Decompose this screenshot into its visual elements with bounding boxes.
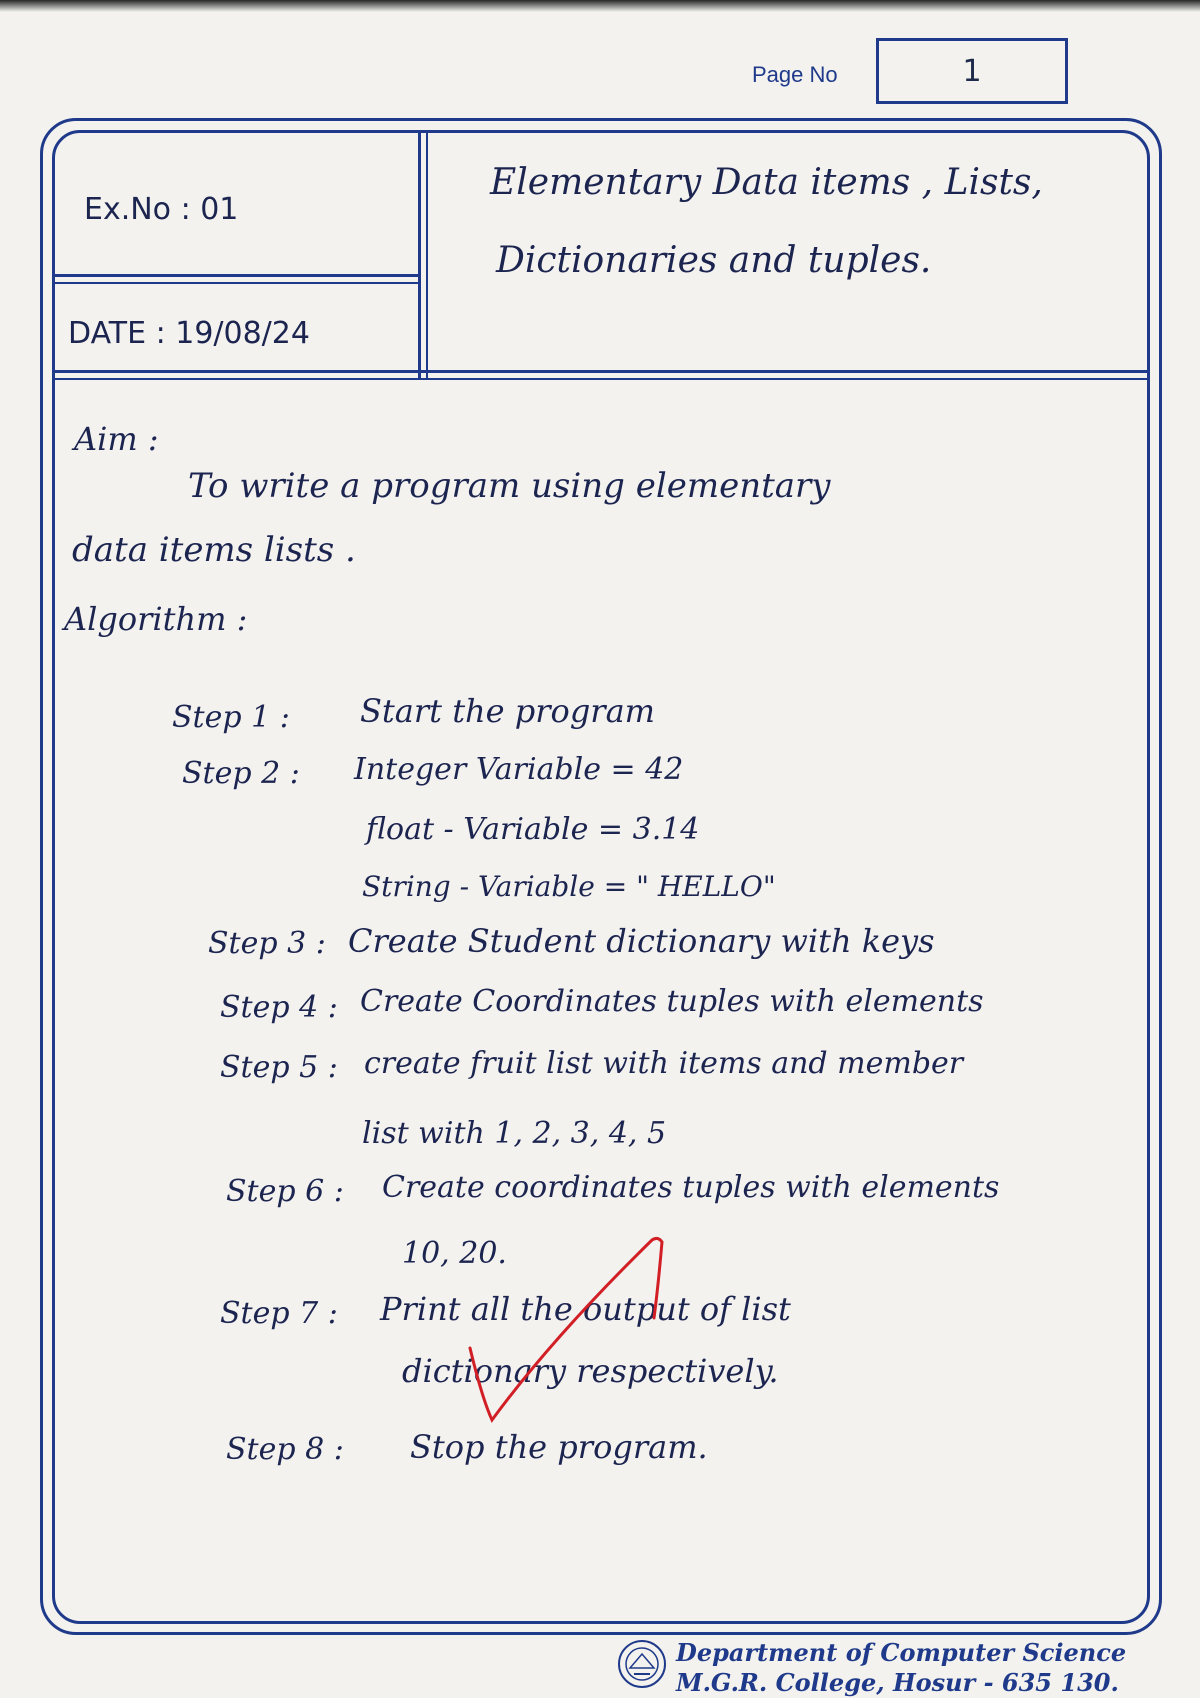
page-no-value: 1 bbox=[962, 53, 982, 89]
step-text: Print all the output of list bbox=[380, 1290, 791, 1328]
step-text: float - Variable = 3.14 bbox=[366, 812, 700, 847]
step-text: create fruit list with items and member bbox=[364, 1046, 964, 1081]
checkmark-icon bbox=[462, 1228, 692, 1428]
college-seal-icon bbox=[616, 1638, 668, 1690]
algorithm-heading: Algorithm : bbox=[64, 600, 248, 638]
step-label: Step 4 : bbox=[220, 990, 338, 1025]
step-text: dictionary respectively. bbox=[402, 1352, 779, 1390]
page-no-label: Page No bbox=[752, 62, 838, 87]
ex-no: Ex.No : 01 bbox=[84, 192, 239, 227]
step-label: Step 6 : bbox=[226, 1174, 344, 1209]
exno-date-divider bbox=[54, 274, 420, 277]
step-text: 10, 20. bbox=[402, 1236, 507, 1271]
step-text: Stop the program. bbox=[410, 1428, 708, 1466]
step-text: Integer Variable = 42 bbox=[354, 752, 684, 787]
title-line-1: Elementary Data items , Lists, bbox=[490, 162, 1043, 203]
page-no-box bbox=[876, 38, 1068, 104]
step-text: list with 1, 2, 3, 4, 5 bbox=[362, 1116, 667, 1151]
aim-line-1: To write a program using elementary bbox=[188, 466, 831, 506]
step-text: Start the program bbox=[360, 692, 656, 730]
date: DATE : 19/08/24 bbox=[68, 316, 310, 351]
header-bottom-rule bbox=[54, 370, 1148, 373]
header-column-divider bbox=[418, 132, 421, 378]
header-bottom-rule-2 bbox=[54, 378, 1148, 380]
step-label: Step 8 : bbox=[226, 1432, 344, 1467]
step-label: Step 2 : bbox=[182, 756, 300, 791]
step-text: Create coordinates tuples with elements bbox=[382, 1170, 1000, 1205]
footer-college: M.G.R. College, Hosur - 635 130. bbox=[676, 1668, 1119, 1697]
aim-line-2: data items lists . bbox=[72, 530, 356, 570]
aim-heading: Aim : bbox=[74, 420, 159, 458]
step-label: Step 3 : bbox=[208, 926, 326, 961]
title-line-2: Dictionaries and tuples. bbox=[496, 240, 932, 281]
scan-top-edge bbox=[0, 0, 1200, 12]
step-label: Step 7 : bbox=[220, 1296, 338, 1331]
exno-date-divider-2 bbox=[54, 282, 420, 284]
header-column-divider-2 bbox=[426, 132, 428, 378]
step-label: Step 5 : bbox=[220, 1050, 338, 1085]
step-label: Step 1 : bbox=[172, 700, 290, 735]
step-text: String - Variable = " HELLO" bbox=[362, 870, 776, 903]
step-text: Create Student dictionary with keys bbox=[348, 922, 935, 960]
footer-department: Department of Computer Science bbox=[676, 1638, 1127, 1667]
step-text: Create Coordinates tuples with elements bbox=[360, 984, 984, 1019]
